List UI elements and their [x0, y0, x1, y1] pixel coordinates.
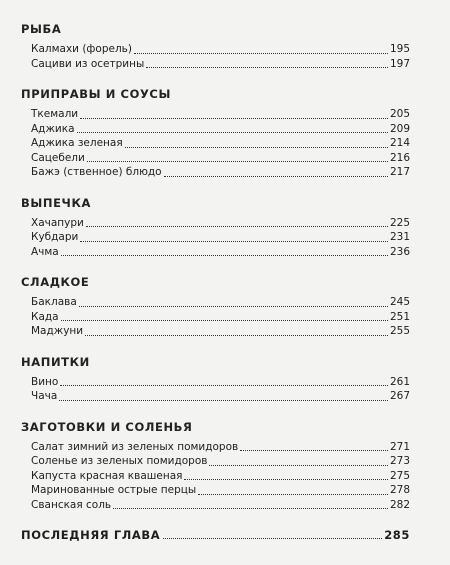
entry-title: Салат зимний из зеленых помидоров: [31, 440, 239, 453]
toc-entry: [21, 310, 410, 325]
entry-title: Када: [31, 310, 59, 323]
entry-page-number: 236: [389, 245, 410, 258]
dot-leader: [61, 255, 388, 256]
entry-title: Баклава: [31, 296, 77, 308]
final-chapter-title: ПОСЛЕДНЯЯ ГЛАВА: [21, 528, 161, 542]
dot-leader: [164, 176, 388, 177]
dot-leader: [163, 538, 382, 539]
section-heading: ПРИПРАВЫ И СОУСЫ: [21, 87, 171, 101]
entry-page-number: 197: [389, 57, 410, 70]
entry-title: Ачма: [31, 245, 59, 258]
dot-leader: [86, 226, 388, 227]
dot-leader: [77, 132, 388, 133]
entry-title: Вино: [31, 375, 59, 388]
dot-leader: [80, 118, 388, 119]
toc-entry: [21, 245, 410, 260]
dot-leader: [209, 465, 388, 466]
toc-section-preserves: [21, 420, 410, 513]
entry-page-number: 275: [389, 469, 410, 482]
entry-title: Чача: [31, 390, 58, 402]
toc-entry: [21, 440, 410, 455]
entry-page-number: 217: [389, 166, 410, 178]
toc-entry: [21, 216, 410, 231]
entry-page-number: 278: [389, 484, 410, 496]
dot-leader: [240, 450, 388, 451]
toc-entry: [21, 295, 410, 310]
toc-entry: [21, 375, 410, 390]
entry-title: Ткемали: [31, 108, 79, 120]
entry-page-number: 282: [389, 498, 410, 511]
dot-leader: [59, 400, 388, 401]
entry-page-number: 195: [389, 43, 410, 55]
toc-entry: [21, 324, 410, 339]
toc-final-chapter: [21, 528, 410, 542]
toc-entry: [21, 454, 410, 469]
entry-title: Соленье из зеленых помидоров: [31, 455, 208, 467]
toc-entry: [21, 42, 410, 57]
entry-title: Капуста красная квашеная: [31, 469, 183, 482]
entry-page-number: 209: [389, 122, 410, 135]
toc-entry: [21, 122, 410, 137]
entry-page-number: 225: [389, 216, 410, 229]
entry-title: Маджуни: [31, 325, 84, 337]
entry-title: Сванская соль: [31, 498, 112, 511]
dot-leader: [134, 53, 388, 54]
final-chapter-page-number: 285: [384, 528, 410, 542]
entry-title: Сацебели: [31, 151, 85, 164]
toc-entry: [21, 389, 410, 404]
entry-title: Аджика: [31, 122, 75, 135]
entry-title: Бажэ (ственное) блюдо: [31, 166, 162, 178]
dot-leader: [60, 385, 388, 386]
toc-entry: [21, 469, 410, 484]
entry-title: Сациви из осетрины: [31, 57, 145, 70]
entry-page-number: 267: [389, 390, 410, 402]
toc-entry: [21, 57, 410, 72]
dot-leader: [198, 494, 388, 495]
entry-title: Маринованные острые перцы: [31, 484, 197, 496]
dot-leader: [184, 479, 388, 480]
dot-leader: [87, 161, 388, 162]
entry-page-number: 271: [389, 440, 410, 453]
section-heading: ЗАГОТОВКИ И СОЛЕНЬЯ: [21, 419, 193, 434]
toc-section-sweets: [21, 275, 410, 339]
entry-page-number: 261: [389, 375, 410, 388]
entry-title: Кубдари: [31, 231, 79, 243]
toc-section-baking: [21, 196, 410, 260]
entry-page-number: 205: [389, 108, 410, 120]
section-heading: РЫБА: [21, 22, 62, 36]
section-heading: НАПИТКИ: [21, 354, 90, 369]
toc-entry: [21, 165, 410, 180]
toc-entry: [21, 230, 410, 245]
toc-entry: [21, 483, 410, 498]
toc-entry: [21, 498, 410, 513]
entry-page-number: 273: [389, 455, 410, 467]
entry-title: Калмахи (форель): [31, 43, 132, 55]
entry-page-number: 231: [389, 231, 410, 243]
dot-leader: [79, 306, 388, 307]
entry-page-number: 251: [389, 310, 410, 323]
entry-page-number: 245: [389, 296, 410, 308]
dot-leader: [61, 320, 388, 321]
dot-leader: [125, 147, 388, 148]
toc-entry: [21, 107, 410, 122]
entry-page-number: 255: [389, 325, 410, 337]
dot-leader: [113, 508, 388, 509]
section-heading: СЛАДКОЕ: [21, 275, 90, 289]
toc-section-sauces: [21, 87, 410, 180]
section-heading: ВЫПЕЧКА: [21, 195, 91, 210]
entry-title: Аджика зеленая: [31, 137, 123, 149]
dot-leader: [146, 67, 388, 68]
toc-entry: [21, 136, 410, 151]
entry-page-number: 216: [389, 151, 410, 164]
toc-section-fish: [21, 22, 410, 71]
toc-entry: [21, 151, 410, 166]
toc-section-drinks: [21, 355, 410, 404]
entry-page-number: 214: [389, 137, 410, 149]
entry-title: Хачапури: [31, 216, 84, 229]
dot-leader: [85, 335, 388, 336]
dot-leader: [80, 241, 388, 242]
